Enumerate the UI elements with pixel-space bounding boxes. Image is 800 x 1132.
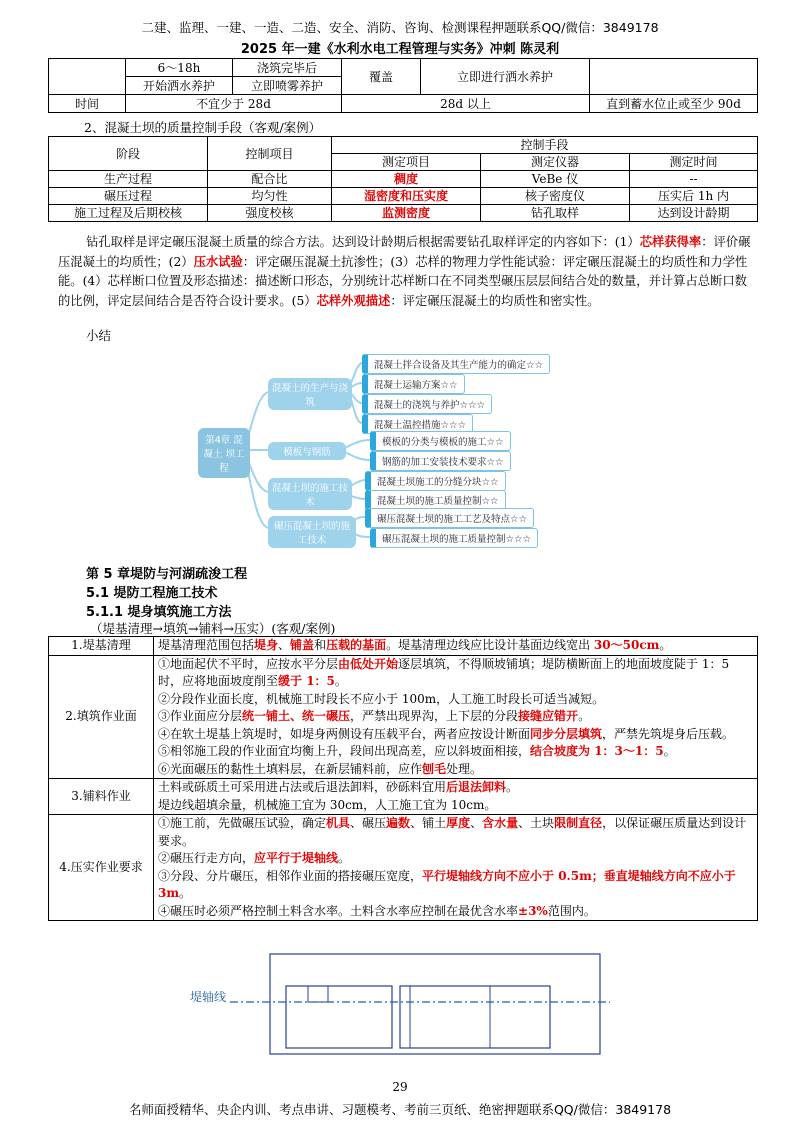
curing-table — [48, 58, 758, 113]
chapter-heading: 第 5 章堤防与河湖疏浚工程 — [86, 567, 248, 582]
mindmap-leaf: 模板的分类与模板的施工☆☆ — [370, 431, 511, 451]
header-cell: 阶段 — [49, 137, 208, 171]
cell: 直到蓄水位止或至少 90d — [590, 95, 758, 113]
mindmap-leaf: 混凝土的浇筑与养护☆☆☆ — [362, 394, 492, 414]
cell: 不宜少于 28d — [126, 95, 342, 113]
core-sampling-paragraph: 钻孔取样是评定碾压混凝土质量的综合方法。达到设计龄期后根据需要钻孔取样评定的内容如下：(1）芯样获得率：评价碾压混凝土的均质性；(2）压水试验：评定碾压混凝土抗渗性；(3）芯样的物理力学性能试验：评定碾压混凝土的均质性和力学性能。(4）芯样断口位置及形态描述：描述断口形态，分别统计芯样断口在不同类型碾压层层间结合处的数量，并计算占总断口数的比例，评定层间结合是否符合设计要求。(5）芯样外观描述：评定碾压混凝土的均质性和密实性。 — [58, 234, 751, 308]
compaction-diagram — [190, 950, 610, 1060]
mindmap-branch: 混凝土坝的施工技术 — [268, 478, 352, 510]
page-number: 29 — [392, 1080, 408, 1094]
mindmap-branch: 碾压混凝土坝的施工技术 — [268, 516, 356, 548]
table-row: 1.堤基清理 堤基清理范围包括堤身、铺盖和压载的基面。堤基清理边线应比设计基面边线宽出 30～50cm。 — [49, 637, 758, 656]
table-row: 3.铺料作业 土料或砾质土可采用进占法或后退法卸料，砂砾料宜用后退法卸料。 堤边线超填余量，机械施工宜为 30cm，人工施工宜为 10cm。 — [49, 779, 758, 815]
mindmap-leaf: 混凝土运输方案☆☆ — [362, 374, 465, 394]
mindmap-branch: 模板与钢筋 — [268, 442, 346, 460]
mindmap-leaf: 混凝土坝的施工质量控制☆☆ — [365, 490, 506, 510]
header-cell: 测定时间 — [630, 154, 758, 171]
process-flow: （堤基清理→填筑→铺料→压实）(客观/案例) — [90, 621, 336, 636]
cell: 立即进行洒水养护 — [421, 59, 590, 95]
mindmap-leaf: 碾压混凝土坝的施工质量控制☆☆☆ — [370, 528, 538, 548]
axis-label: 堤轴线 — [190, 990, 227, 1004]
table-row: 2.填筑作业面 ①地面起伏不平时，应按水平分层由低处开始逐层填筑，不得顺坡铺填；堤防横断面上的地面坡度陡于 1：5 时，应将地面坡度削至缓于 1：5。 ②分段作业面长度，机械施工时段长不应小于 100m，人工施工时段长可适当减短。 ③作业面应分层统一铺土、统一碾压，严禁出现界沟，上下层的分段接缝应错开。 ④在软土堤基上筑堤时，如堤身两侧设有压载平台，两者应按设计断面同步分层填筑，严禁先筑堤身后压载。 ⑤相邻施工段的作业面宜均衡上升，段间出现高差，应以斜坡面相接，结合坡度为 1：3～1：5。 ⑥光面碾压的黏性土填料层，在新层铺料前，应作刨毛处理。 — [49, 655, 758, 779]
cell: 6～18h — [126, 59, 233, 77]
mindmap-branch: 混凝土的生产与浇筑 — [268, 378, 352, 410]
section-title: 2、混凝土坝的质量控制手段（客观/案例） — [84, 120, 322, 135]
cell: 覆盖 — [342, 59, 421, 95]
mindmap-leaf: 碾压混凝土坝的施工工艺及特点☆☆ — [365, 508, 534, 528]
cell: 立即喷雾养护 — [233, 77, 342, 95]
header-cell: 测定项目 — [332, 154, 481, 171]
mindmap-leaf: 混凝土坝施工的分缝分块☆☆ — [365, 471, 506, 491]
cell: 28d 以上 — [342, 95, 590, 113]
table-row: 生产过程 配合比 稠度 VeBe 仪 -- — [49, 171, 758, 188]
section-heading: 5.1 堤防工程施工技术 — [86, 586, 218, 601]
mindmap-leaf: 混凝土温控措施☆☆☆ — [362, 414, 473, 434]
summary-label: 小结 — [86, 328, 112, 343]
subsection-heading: 5.1.1 堤身填筑施工方法 — [86, 605, 232, 620]
cell: 开始洒水养护 — [126, 77, 233, 95]
embankment-fill-table — [48, 636, 758, 921]
mindmap — [190, 350, 610, 550]
header-cell: 控制项目 — [208, 137, 332, 171]
cell: 浇筑完毕后 — [233, 59, 342, 77]
mindmap-root: 第4章 混凝土 坝工程 — [198, 428, 250, 478]
cell: 时间 — [49, 95, 126, 113]
page-title: 2025 年一建《水利水电工程管理与实务》冲刺 陈灵利 — [240, 42, 560, 57]
mindmap-leaf: 钢筋的加工安装技术要求☆☆ — [370, 451, 511, 471]
header-cell: 测定仪器 — [481, 154, 630, 171]
table-row: 碾压过程 均匀性 湿密度和压实度 核子密度仪 压实后 1h 内 — [49, 188, 758, 205]
table-row: 施工过程及后期校核 强度校核 监测密度 钻孔取样 达到设计龄期 — [49, 205, 758, 222]
table-row: 4.压实作业要求 ①施工前，先做碾压试验，确定机具、碾压遍数、铺土厚度、含水量、土块限制直径，以保证碾压质量达到设计要求。 ②碾压行走方向，应平行于堤轴线。 ③分段、分片碾压，相邻作业面的搭接碾压宽度，平行堤轴线方向不应小于 0.5m；垂直堤轴线方向不应小于 3m。 ④碾压时必须严格控制土料含水率。土料含水率应控制在最优含水率±3%范围内。 — [49, 815, 758, 921]
mindmap-leaf: 混凝土拌合设备及其生产能力的确定☆☆ — [362, 354, 550, 374]
diagram-drawing — [190, 950, 610, 1060]
bottom-banner: 名师面授精华、央企内训、考点串讲、习题模考、考前三页纸、绝密押题联系QQ/微信：3849178 — [128, 1102, 672, 1117]
header-cell: 控制手段 — [332, 137, 758, 154]
top-banner: 二建、监理、一建、一造、二造、安全、消防、咨询、检测课程押题联系QQ/微信：3849178 — [141, 20, 659, 35]
quality-control-table — [48, 136, 758, 222]
